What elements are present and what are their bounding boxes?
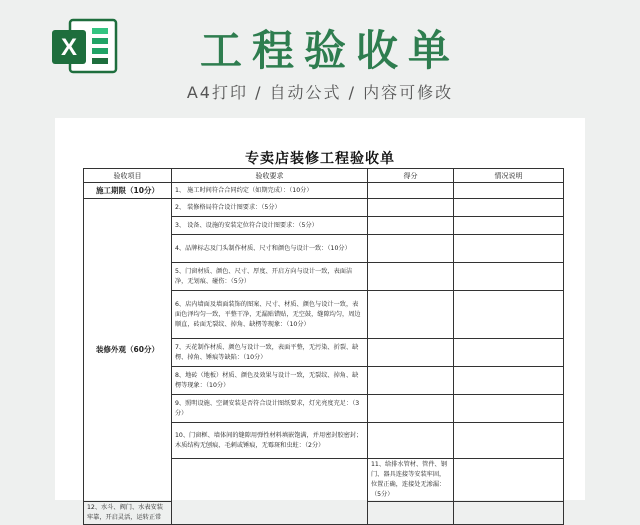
category-cell: 装修外观（60分） [84, 199, 172, 502]
requirement-cell: 1、 施工时间符合合同约定（如期完成）：（10分） [172, 183, 368, 199]
score-cell[interactable] [368, 395, 454, 423]
requirement-cell: 4、品牌标志及门头制作材质、尺寸和颜色与设计一致：（10分） [172, 235, 368, 263]
requirement-cell: 6、店内墙面及墙面装饰的图案、尺寸、材质、颜色与设计一致，表面色泽均匀一致，平整干净，无漏贴错贴，无空鼓，缝隙均匀，周边顺直，砖面无裂纹、掉角、缺楞等现象：（10分） [172, 291, 368, 339]
score-cell[interactable] [368, 199, 454, 217]
notes-cell[interactable] [454, 395, 564, 423]
acceptance-table [83, 168, 564, 525]
score-cell[interactable] [368, 423, 454, 459]
table-body [84, 183, 564, 525]
excel-logo-icon [48, 16, 120, 76]
sheet-title: 专卖店装修工程验收单 [245, 151, 395, 167]
score-cell[interactable] [368, 339, 454, 367]
requirement-cell: 9、照明设施、空调安装是否符合设计图纸要求，灯光亮度充足：（3分） [172, 395, 368, 423]
notes-cell[interactable] [454, 235, 564, 263]
logo-letter: X [60, 34, 78, 61]
score-cell[interactable] [368, 291, 454, 339]
notes-cell[interactable] [454, 263, 564, 291]
table-row [84, 183, 564, 199]
score-cell[interactable] [368, 235, 454, 263]
notes-cell[interactable] [454, 367, 564, 395]
notes-cell[interactable] [454, 217, 564, 235]
banner [0, 0, 640, 118]
requirement-cell: 7、天花制作材质、颜色与设计一致，表面平整，无污染、折裂、缺楞、掉角、锤痕等缺陷：（10分） [172, 339, 368, 367]
requirement-cell: 11、给排水管材、管件、钢门、器具连接等安装牢固，位置正确，连接处无渗漏：（5分） [368, 459, 454, 502]
header-cell-score: 得分 [368, 169, 454, 183]
notes-cell[interactable] [454, 183, 564, 199]
notes-cell[interactable] [454, 291, 564, 339]
header-cell-requirement: 验收要求 [172, 169, 368, 183]
logo-cell [92, 48, 108, 54]
score-cell[interactable] [368, 367, 454, 395]
header-cell-notes: 情况说明 [454, 169, 564, 183]
table-row [84, 199, 564, 217]
notes-cell[interactable] [454, 423, 564, 459]
score-cell[interactable] [368, 183, 454, 199]
spreadsheet-page [55, 118, 585, 521]
score-cell[interactable] [368, 217, 454, 235]
requirement-cell: 10、门窗框、墙体间的缝隙用弹性材料填嵌饱满，并用密封胶密封；木质结构无刨痕、毛刺或锤痕，无霉斑和虫蛀：（2分） [172, 423, 368, 459]
logo-cell [92, 58, 108, 64]
requirement-cell: 3、 设备、设施的安装定位符合设计图要求：（5分） [172, 217, 368, 235]
notes-cell[interactable] [454, 339, 564, 367]
header-row [84, 169, 564, 183]
header-cell-item: 验收项目 [84, 169, 172, 183]
category-cell [172, 459, 368, 525]
logo-cell [92, 38, 108, 44]
banner-title: 工程验收单 [199, 26, 460, 75]
notes-cell[interactable] [454, 502, 564, 525]
category-cell: 施工期限（10分） [84, 183, 172, 199]
requirement-cell: 2、 装修格局符合设计图要求：（5分） [172, 199, 368, 217]
requirement-cell: 12、水斗、阀门、水表安装牢靠，开启灵活，运转正常 [84, 502, 172, 525]
requirement-cell: 5、门窗材质、颜色、尺寸、厚度、开启方向与设计一致，表面洁净，无划痕、碰伤：（5分） [172, 263, 368, 291]
logo-cell [92, 28, 108, 34]
notes-cell[interactable] [454, 199, 564, 217]
score-cell[interactable] [368, 263, 454, 291]
requirement-cell: 8、地砖（地板）材质、颜色及效果与设计一致，无裂纹、掉角、缺楞等现象：（10分） [172, 367, 368, 395]
score-cell[interactable] [368, 502, 454, 525]
banner-subtitle: A4打印 / 自动公式 / 内容可修改 [186, 83, 454, 102]
score-cell[interactable] [454, 459, 564, 502]
